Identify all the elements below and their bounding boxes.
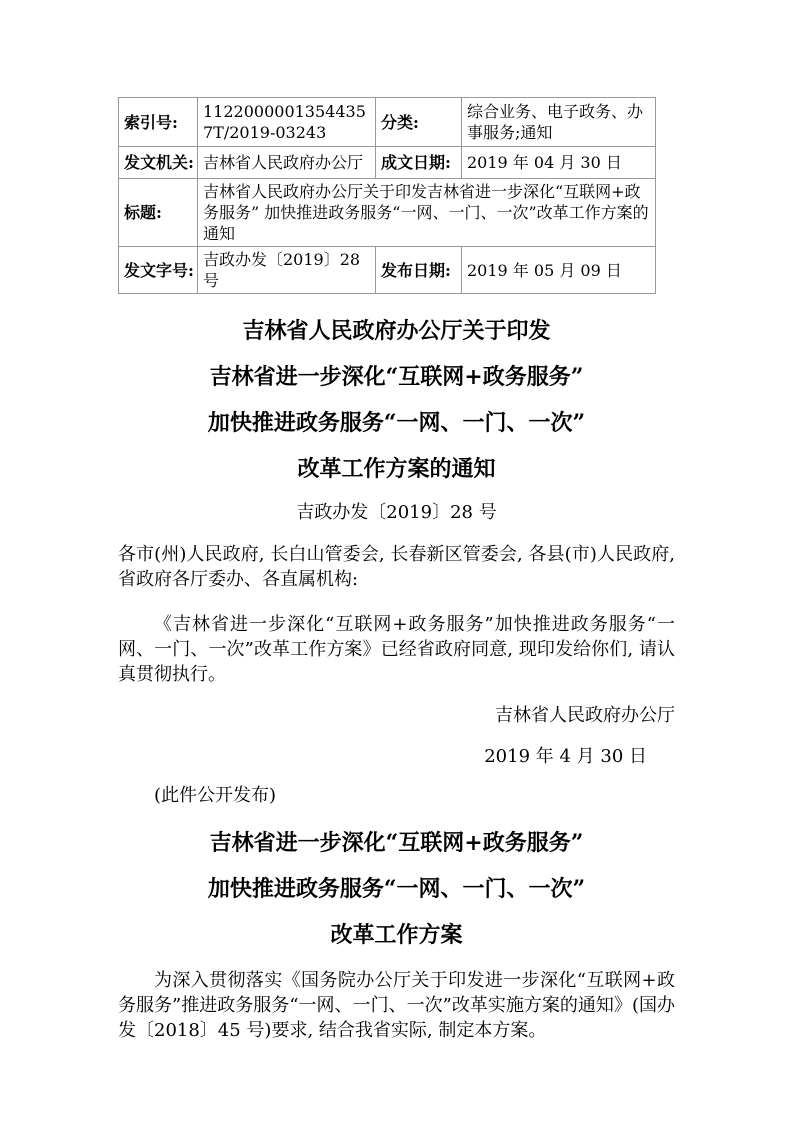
issuing-agency-value: 吉林省人民政府办公厅	[198, 147, 376, 179]
salutation-paragraph: 各市(州)人民政府, 长白山管委会, 长春新区管委会, 各县(市)人民政府, 省政府各厅委办、各直属机构:	[118, 544, 675, 590]
written-date-label: 成文日期:	[376, 147, 462, 179]
table-row	[119, 179, 656, 247]
document-content	[118, 97, 675, 1043]
public-release-note: (此件公开发布)	[154, 785, 277, 806]
publish-date-value: 2019 年 05 月 09 日	[462, 247, 656, 294]
table-row	[119, 147, 656, 179]
category-value: 综合业务、电子政务、办事服务;通知	[462, 98, 656, 147]
doc-title-label: 标题:	[119, 179, 198, 247]
notice-title-line-3: 加快推进政务服务“一网、一门、一次”	[207, 410, 586, 436]
written-date-value: 2019 年 04 月 30 日	[462, 147, 656, 179]
doc-title-value: 吉林省人民政府办公厅关于印发吉林省进一步深化“互联网+政务服务” 加快推进政务服务“一网、一门、一次”改革工作方案的通知	[198, 179, 656, 247]
index-number-value: 11220000013544357T/2019-03243	[198, 98, 376, 147]
notice-title-line-4: 改革工作方案的通知	[297, 456, 496, 482]
issuing-agency-label: 发文机关:	[119, 147, 198, 179]
doc-number-value: 吉政办发〔2019〕28 号	[198, 247, 376, 294]
category-label: 分类:	[376, 98, 462, 147]
doc-number-label: 发文字号:	[119, 247, 198, 294]
plan-intro-paragraph: 为深入贯彻落实《国务院办公厅关于印发进一步深化“互联网+政务服务”推进政务服务“一网、一门、一次”改革实施方案的通知》(国办发〔2018〕45 号)要求, 结合我省实际, 制定本方案。	[118, 970, 675, 1041]
signer-agency: 吉林省人民政府办公厅	[495, 705, 675, 726]
document-metadata-table	[118, 97, 656, 294]
table-row	[119, 98, 656, 147]
plan-title-line-2: 加快推进政务服务“一网、一门、一次”	[207, 876, 586, 902]
notice-title-line-1: 吉林省人民政府办公厅关于印发	[242, 318, 551, 344]
notice-doc-number: 吉政办发〔2019〕28 号	[296, 502, 497, 523]
plan-title-line-3: 改革工作方案	[330, 922, 463, 948]
publish-date-label: 发布日期:	[376, 247, 462, 294]
index-number-label: 索引号:	[119, 98, 198, 147]
signature-date: 2019 年 4 月 30 日	[484, 746, 647, 767]
plan-title-line-1: 吉林省进一步深化“互联网+政务服务”	[209, 830, 584, 856]
notice-title-line-2: 吉林省进一步深化“互联网+政务服务”	[209, 364, 584, 390]
notice-body-paragraph: 《吉林省进一步深化“互联网+政务服务”加快推进政务服务“一网、一门、一次”改革工作方案》已经省政府同意, 现印发给你们, 请认真贯彻执行。	[118, 614, 675, 685]
table-row	[119, 247, 656, 294]
